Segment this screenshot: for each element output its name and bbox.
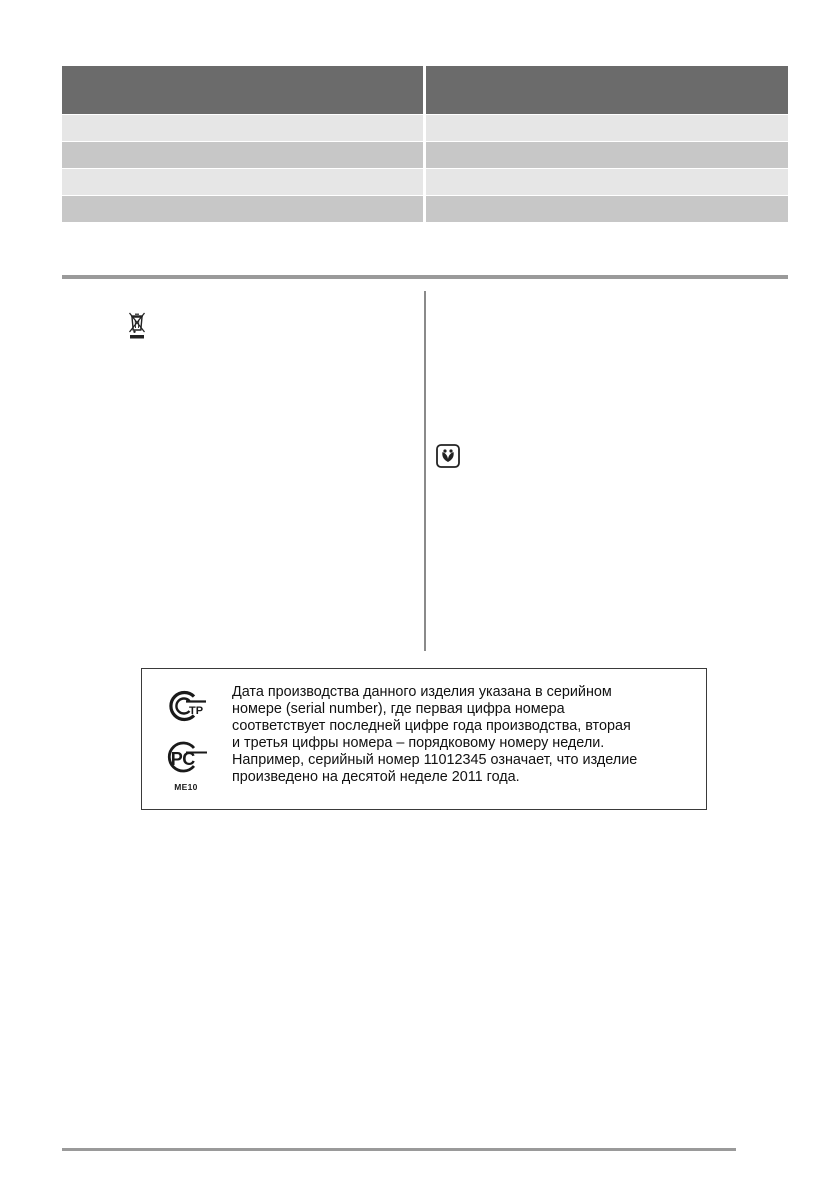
gost-certification-mark-icon <box>164 689 208 728</box>
table-cell <box>62 142 426 168</box>
note-line: номере (serial number), где первая цифра номера <box>232 701 565 717</box>
table-row <box>62 115 788 141</box>
pct-mark-letters: РС <box>170 749 196 769</box>
footer-divider <box>62 1148 736 1151</box>
pct-certification-mark-icon <box>164 739 208 780</box>
section-divider <box>62 275 788 279</box>
recycling-packaging-icon <box>436 444 460 473</box>
table-cell <box>62 169 426 195</box>
table-cell <box>62 196 426 222</box>
specification-table <box>62 66 788 223</box>
note-line: Например, серийный номер 11012345 означает, что изделие <box>232 752 638 768</box>
table-cell <box>426 196 788 222</box>
column-divider <box>424 291 426 651</box>
table-header-cell <box>426 66 788 114</box>
note-line: и третья цифры номера – порядковому номеру недели. <box>232 735 605 751</box>
table-row <box>62 196 788 222</box>
note-line: соответствует последней цифре года производства, вторая <box>232 718 631 734</box>
table-row <box>62 169 788 195</box>
manufacture-date-note <box>232 684 704 786</box>
table-cell <box>62 115 426 141</box>
crossed-out-wheelie-bin-icon <box>128 311 146 344</box>
table-row <box>62 142 788 168</box>
table-cell <box>426 169 788 195</box>
certification-box <box>141 668 707 810</box>
certification-code: ME10 <box>174 782 198 792</box>
table-cell <box>426 142 788 168</box>
table-cell <box>426 115 788 141</box>
gost-mark-letters: ТР <box>188 705 204 717</box>
note-line: Дата производства данного изделия указана в серийном <box>232 684 612 700</box>
table-header <box>62 66 788 114</box>
note-line: произведено на десятой неделе 2011 года. <box>232 769 520 785</box>
table-header-cell <box>62 66 426 114</box>
